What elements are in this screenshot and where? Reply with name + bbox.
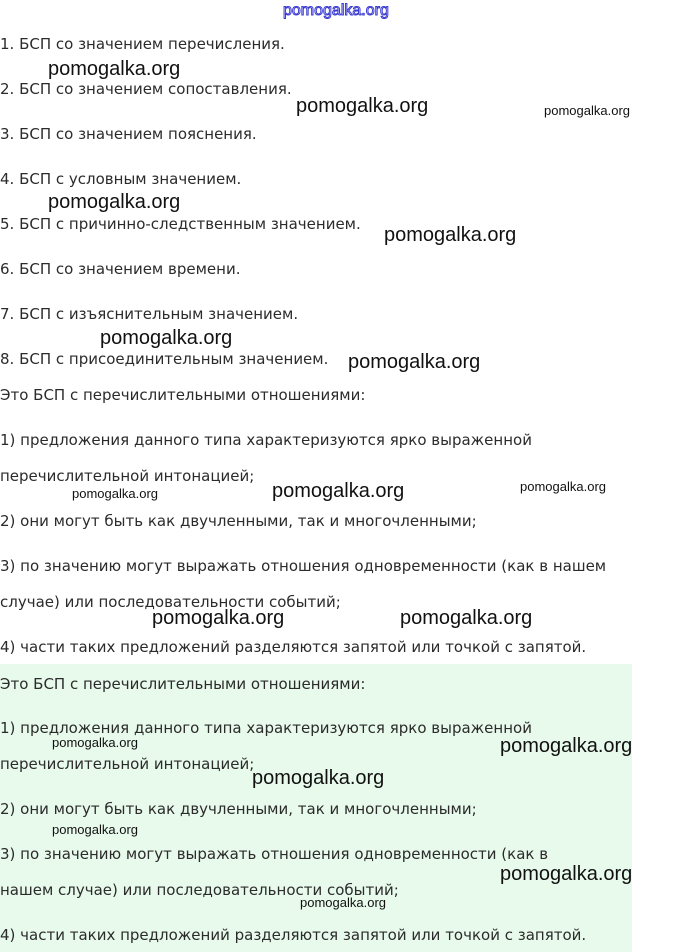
answer-intro: Это БСП с перечислительными отношениями: — [0, 386, 366, 404]
list-item-1: 1. БСП со значением перечисления. — [0, 35, 285, 53]
highlighted-intro: Это БСП с перечислительными отношениями: — [0, 675, 366, 693]
watermark: pomogalka.org — [48, 58, 181, 80]
watermark: pomogalka.org — [520, 479, 606, 494]
highlighted-line: 2) они могут быть как двучленными, так и многочленными; — [0, 800, 477, 818]
list-item-7: 7. БСП с изъяснительным значением. — [0, 305, 299, 323]
list-item-3: 3. БСП со значением пояснения. — [0, 125, 257, 143]
watermark: pomogalka.org — [348, 351, 481, 373]
highlighted-line: перечислительной интонацией; — [0, 755, 255, 773]
watermark: pomogalka.org — [500, 863, 633, 885]
watermark: pomogalka.org — [100, 327, 233, 349]
watermark: pomogalka.org — [48, 191, 181, 213]
watermark: pomogalka.org — [384, 224, 517, 246]
watermark: pomogalka.org — [296, 95, 429, 117]
list-item-2: 2. БСП со значением сопоставления. — [0, 80, 292, 98]
answer-line: случае) или последовательности событий; — [0, 593, 341, 611]
highlighted-line: 4) части таких предложений разделяются запятой или точкой с запятой. — [0, 926, 587, 944]
answer-line: 4) части таких предложений разделяются запятой или точкой с запятой. — [0, 638, 587, 656]
watermark: pomogalka.org — [72, 486, 158, 501]
watermark: pomogalka.org — [300, 895, 386, 910]
answer-line: 3) по значению могут выражать отношения одновременности (как в нашем — [0, 557, 607, 575]
list-item-5: 5. БСП с причинно-следственным значением. — [0, 215, 361, 233]
watermark-top: pomogalka.org — [283, 2, 389, 19]
watermark: pomogalka.org — [544, 103, 630, 118]
watermark: pomogalka.org — [500, 735, 633, 757]
watermark: pomogalka.org — [252, 767, 385, 789]
highlighted-line: 3) по значению могут выражать отношения одновременности (как в — [0, 845, 549, 863]
watermark: pomogalka.org — [52, 822, 138, 837]
list-item-8: 8. БСП с присоединительным значением. — [0, 350, 329, 368]
watermark: pomogalka.org — [400, 607, 533, 629]
highlighted-line: нашем случае) или последовательности событий; — [0, 881, 399, 899]
highlighted-line: 1) предложения данного типа характеризуются ярко выраженной — [0, 719, 532, 737]
list-item-6: 6. БСП со значением времени. — [0, 260, 241, 278]
answer-line: перечислительной интонацией; — [0, 467, 255, 485]
watermark: pomogalka.org — [272, 480, 405, 502]
watermark: pomogalka.org — [152, 607, 285, 629]
answer-line: 2) они могут быть как двучленными, так и многочленными; — [0, 512, 477, 530]
watermark: pomogalka.org — [52, 735, 138, 750]
answer-line: 1) предложения данного типа характеризуются ярко выраженной — [0, 431, 532, 449]
list-item-4: 4. БСП с условным значением. — [0, 170, 242, 188]
